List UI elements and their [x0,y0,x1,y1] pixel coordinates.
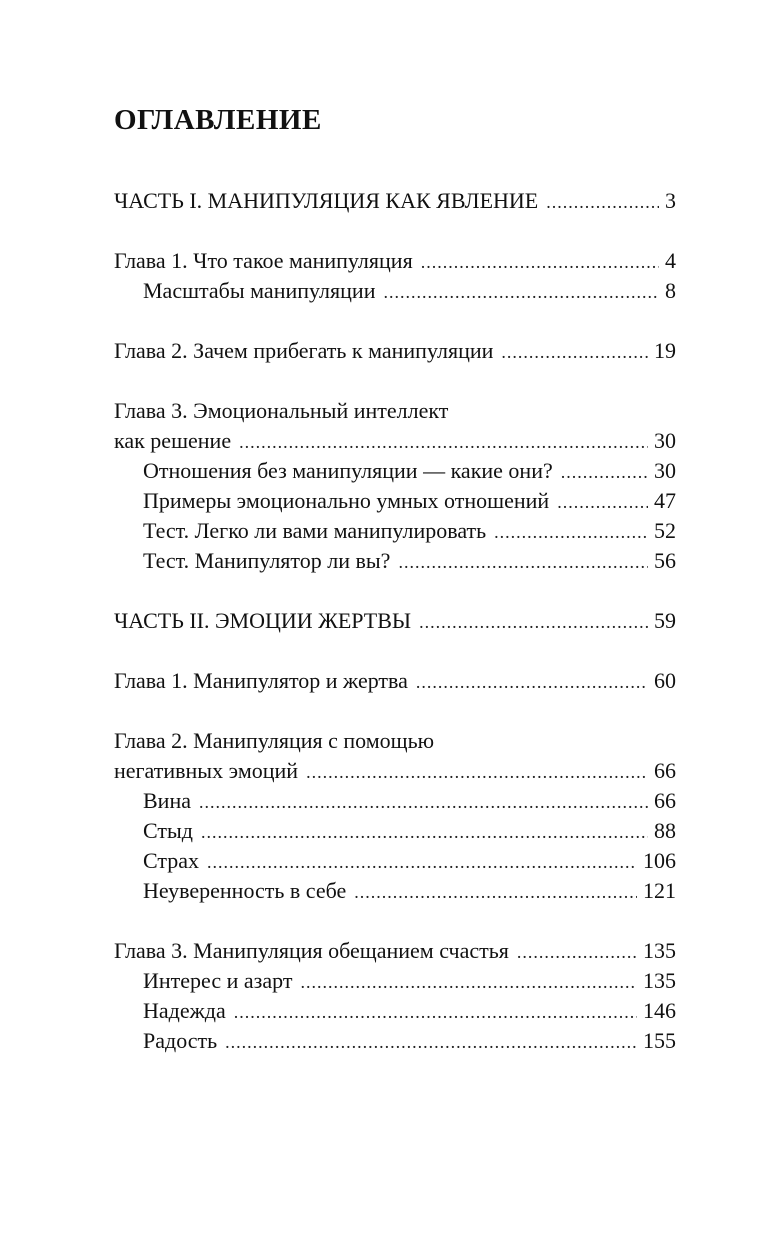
toc-page-number: 60 [654,668,676,693]
toc-label: Глава 2. Зачем прибегать к манипуляции [114,338,494,363]
toc-page-number: 30 [654,428,676,453]
toc-section [143,516,676,547]
toc-section [143,996,676,1027]
toc-leader [354,877,637,907]
toc-label: Радость [143,1028,218,1053]
toc-section [143,1026,676,1057]
toc-chapter [114,936,676,967]
toc-chapter-first-line: Глава 3. Эмоциональный интеллект [114,398,449,423]
toc-label: Вина [143,788,191,813]
toc-label: Страх [143,848,200,873]
toc-section [143,846,676,877]
toc-page-number: 66 [654,758,676,783]
toc-label: Глава 1. Что такое манипуляция [114,248,413,273]
toc-label: ЧАСТЬ I. МАНИПУЛЯЦИЯ КАК ЯВЛЕНИЕ [114,188,539,213]
toc-label: Глава 3. Манипуляция обещанием счастья [114,938,509,963]
toc-page-number: 121 [643,878,676,903]
toc-page-number: 47 [654,488,676,513]
toc-label: как решение [114,428,232,453]
toc-leader [383,277,659,307]
toc-label: Неуверенность в себе [143,878,347,903]
toc-page-number: 106 [643,848,676,873]
toc-label: Тест. Манипулятор ли вы? [143,548,391,573]
toc-leader [225,1027,637,1057]
toc-label: Глава 1. Манипулятор и жертва [114,668,408,693]
toc-leader [199,787,648,817]
toc-label: Примеры эмоционально умных отношений [143,488,550,513]
toc-chapter [114,756,676,787]
toc-page-number: 135 [643,938,676,963]
toc-page-number: 30 [654,458,676,483]
toc-leader [300,967,637,997]
toc-leader [234,997,637,1027]
toc-leader [421,247,659,277]
toc-section [143,786,676,817]
toc-page-number: 52 [654,518,676,543]
toc-page-number: 135 [643,968,676,993]
toc-section [143,966,676,997]
toc-chapter [114,666,676,697]
toc-section [143,816,676,847]
toc-leader [416,667,648,697]
toc-page-number: 88 [654,818,676,843]
toc-label: Надежда [143,998,226,1023]
toc-page-number: 59 [654,608,676,633]
toc-label: ЧАСТЬ II. ЭМОЦИИ ЖЕРТВЫ [114,608,412,633]
toc-leader [557,487,648,517]
toc-page-number: 3 [665,188,676,213]
toc-chapter [114,336,676,367]
toc-label: негативных эмоций [114,758,299,783]
toc-part-1 [114,186,676,217]
toc-label: Масштабы манипуляции [143,278,376,303]
toc-leader [561,457,648,487]
toc-page-number: 66 [654,788,676,813]
toc-label: Тест. Легко ли вами манипулировать [143,518,487,543]
toc-section [143,276,676,307]
toc-page-number: 4 [665,248,676,273]
toc-part-2 [114,606,676,637]
toc-page-number: 56 [654,548,676,573]
toc-label: Интерес и азарт [143,968,293,993]
toc-leader [239,427,648,457]
toc-leader [501,337,648,367]
toc-leader [419,607,648,637]
page-title: ОГЛАВЛЕНИЕ [114,104,322,136]
toc-section [143,456,676,487]
toc-leader [306,757,648,787]
toc-chapter [114,426,676,457]
toc-label: Отношения без манипуляции — какие они? [143,458,553,483]
toc-page-number: 155 [643,1028,676,1053]
toc-section [143,546,676,577]
toc-leader [201,817,648,847]
toc-chapter-first-line: Глава 2. Манипуляция с помощью [114,728,435,753]
toc-leader [398,547,648,577]
toc-chapter [114,246,676,277]
toc-leader [517,937,637,967]
toc-page-number: 8 [665,278,676,303]
toc-page-number: 19 [654,338,676,363]
toc-leader [207,847,637,877]
toc-leader [494,517,648,547]
toc-section [143,876,676,907]
toc-section [143,486,676,517]
toc-leader [546,187,659,217]
toc-page-number: 146 [643,998,676,1023]
toc-label: Стыд [143,818,193,843]
